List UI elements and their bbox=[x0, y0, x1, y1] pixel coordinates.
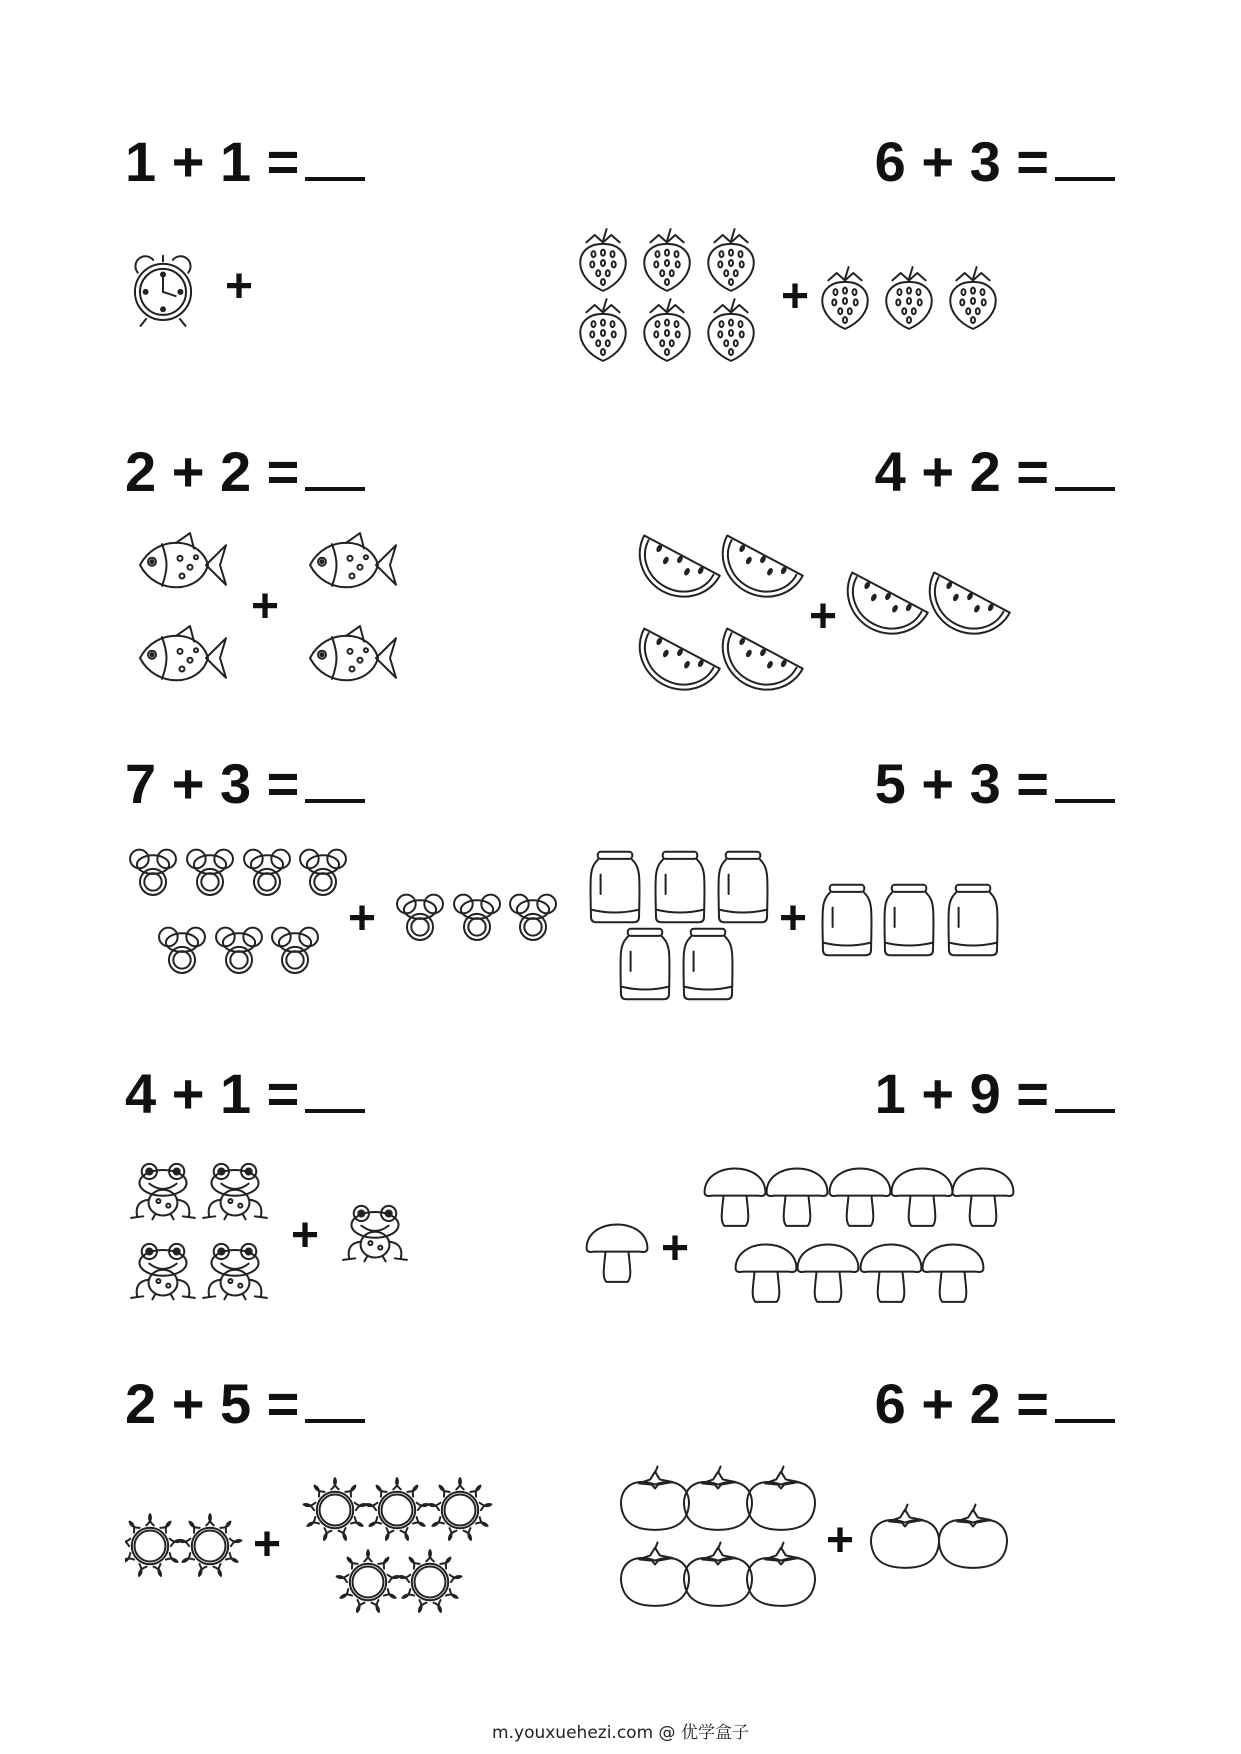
mushroom-icon bbox=[953, 1168, 1014, 1225]
jar-icon bbox=[620, 929, 669, 999]
fish-icon bbox=[310, 626, 396, 680]
equation: 2 + 5 = bbox=[125, 1372, 365, 1436]
answer-blank[interactable] bbox=[1055, 1373, 1115, 1423]
mushroom-icon bbox=[798, 1244, 859, 1301]
sun-icon bbox=[304, 1478, 367, 1540]
mushroom-icon bbox=[705, 1168, 766, 1225]
tomato-icon bbox=[621, 1467, 689, 1530]
sun-icon bbox=[337, 1550, 400, 1612]
pacifier-icon bbox=[300, 850, 346, 895]
pacifier-icon bbox=[397, 895, 443, 940]
tomato-icon bbox=[747, 1543, 815, 1606]
problem-6 bbox=[555, 752, 1115, 1052]
watermelon-slice-icon bbox=[708, 628, 803, 704]
frog-icon bbox=[131, 1244, 195, 1299]
mushroom-icon bbox=[736, 1244, 797, 1301]
strawberry-icon bbox=[644, 299, 690, 361]
answer-blank[interactable] bbox=[1055, 1063, 1115, 1113]
mushroom-icon bbox=[923, 1244, 984, 1301]
tomato-icon bbox=[621, 1543, 689, 1606]
plus-sign: + bbox=[290, 1209, 320, 1262]
jar-icon bbox=[884, 885, 933, 955]
answer-blank[interactable] bbox=[305, 1373, 365, 1423]
sun-icon bbox=[125, 1514, 181, 1576]
equation: 6 + 2 = bbox=[875, 1372, 1115, 1436]
clock-icon bbox=[135, 256, 191, 326]
jar-icon bbox=[718, 852, 767, 922]
picture-group bbox=[555, 200, 1115, 430]
plus-sign: + bbox=[660, 1222, 690, 1275]
watermelon-slice-icon bbox=[708, 535, 803, 611]
strawberry-icon bbox=[580, 229, 626, 291]
pacifier-icon bbox=[510, 895, 556, 940]
answer-blank[interactable] bbox=[305, 753, 365, 803]
strawberry-icon bbox=[950, 267, 996, 329]
equation: 4 + 2 = bbox=[875, 440, 1115, 504]
strawberry-icon bbox=[708, 299, 754, 361]
watermelon-slice-icon bbox=[915, 572, 1010, 648]
strawberry-icon bbox=[644, 229, 690, 291]
tomato-icon bbox=[871, 1505, 939, 1568]
strawberry-icon bbox=[886, 267, 932, 329]
mushroom-icon bbox=[830, 1168, 891, 1225]
equation: 2 + 2 = bbox=[125, 440, 365, 504]
plus-sign: + bbox=[808, 590, 838, 643]
tomato-icon bbox=[684, 1543, 752, 1606]
fish-icon bbox=[140, 626, 226, 680]
answer-blank[interactable] bbox=[305, 131, 365, 181]
answer-blank[interactable] bbox=[305, 1063, 365, 1113]
watermelon-slice-icon bbox=[625, 535, 720, 611]
sun-icon bbox=[179, 1514, 242, 1576]
mushroom-icon bbox=[587, 1224, 648, 1281]
fish-icon bbox=[140, 533, 226, 587]
sun-icon bbox=[366, 1478, 429, 1540]
frog-icon bbox=[203, 1244, 267, 1299]
jar-icon bbox=[590, 852, 639, 922]
plus-sign: + bbox=[252, 1518, 282, 1571]
mushroom-icon bbox=[861, 1244, 922, 1301]
frog-icon bbox=[203, 1164, 267, 1219]
tomato-icon bbox=[684, 1467, 752, 1530]
picture-group bbox=[555, 822, 1115, 1052]
sun-icon bbox=[429, 1478, 492, 1540]
equation: 4 + 1 = bbox=[125, 1062, 365, 1126]
problem-10 bbox=[555, 1372, 1115, 1672]
footer-watermark: m.youxuehezi.com @ 优学盒子 bbox=[492, 1723, 749, 1743]
frog-icon bbox=[131, 1164, 195, 1219]
picture-group bbox=[555, 1132, 1115, 1362]
plus-sign: + bbox=[780, 270, 810, 323]
answer-blank[interactable] bbox=[1055, 131, 1115, 181]
strawberry-icon bbox=[822, 267, 868, 329]
pacifier-icon bbox=[130, 850, 176, 895]
plus-sign: + bbox=[778, 892, 808, 945]
jar-icon bbox=[948, 885, 997, 955]
pacifier-icon bbox=[187, 850, 233, 895]
mushroom-icon bbox=[892, 1168, 953, 1225]
equation: 1 + 9 = bbox=[875, 1062, 1115, 1126]
plus-sign: + bbox=[825, 1514, 855, 1567]
watermelon-slice-icon bbox=[625, 628, 720, 704]
answer-blank[interactable] bbox=[1055, 753, 1115, 803]
fish-icon bbox=[310, 533, 396, 587]
watermelon-slice-icon bbox=[833, 572, 928, 648]
equation: 1 + 1 = bbox=[125, 130, 365, 194]
jar-icon bbox=[822, 885, 871, 955]
strawberry-icon bbox=[580, 299, 626, 361]
strawberry-icon bbox=[708, 229, 754, 291]
pacifier-icon bbox=[159, 928, 205, 973]
equation: 6 + 3 = bbox=[875, 130, 1115, 194]
frog-icon bbox=[343, 1206, 407, 1261]
jar-icon bbox=[683, 929, 732, 999]
jar-icon bbox=[655, 852, 704, 922]
answer-blank[interactable] bbox=[1055, 441, 1115, 491]
problem-4 bbox=[555, 440, 1115, 740]
pacifier-icon bbox=[216, 928, 262, 973]
plus-sign: + bbox=[224, 260, 254, 313]
plus-sign: + bbox=[250, 580, 280, 633]
picture-group bbox=[555, 1442, 1115, 1672]
sun-icon bbox=[399, 1550, 462, 1612]
tomato-icon bbox=[747, 1467, 815, 1530]
problem-8 bbox=[555, 1062, 1115, 1362]
plus-sign: + bbox=[347, 892, 377, 945]
answer-blank[interactable] bbox=[305, 441, 365, 491]
mushroom-icon bbox=[767, 1168, 828, 1225]
pacifier-icon bbox=[454, 895, 500, 940]
pacifier-icon bbox=[244, 850, 290, 895]
picture-group bbox=[555, 510, 1115, 740]
equation: 7 + 3 = bbox=[125, 752, 365, 816]
equation: 5 + 3 = bbox=[875, 752, 1115, 816]
problem-2 bbox=[555, 130, 1115, 430]
pacifier-icon bbox=[272, 928, 318, 973]
tomato-icon bbox=[939, 1505, 1007, 1568]
